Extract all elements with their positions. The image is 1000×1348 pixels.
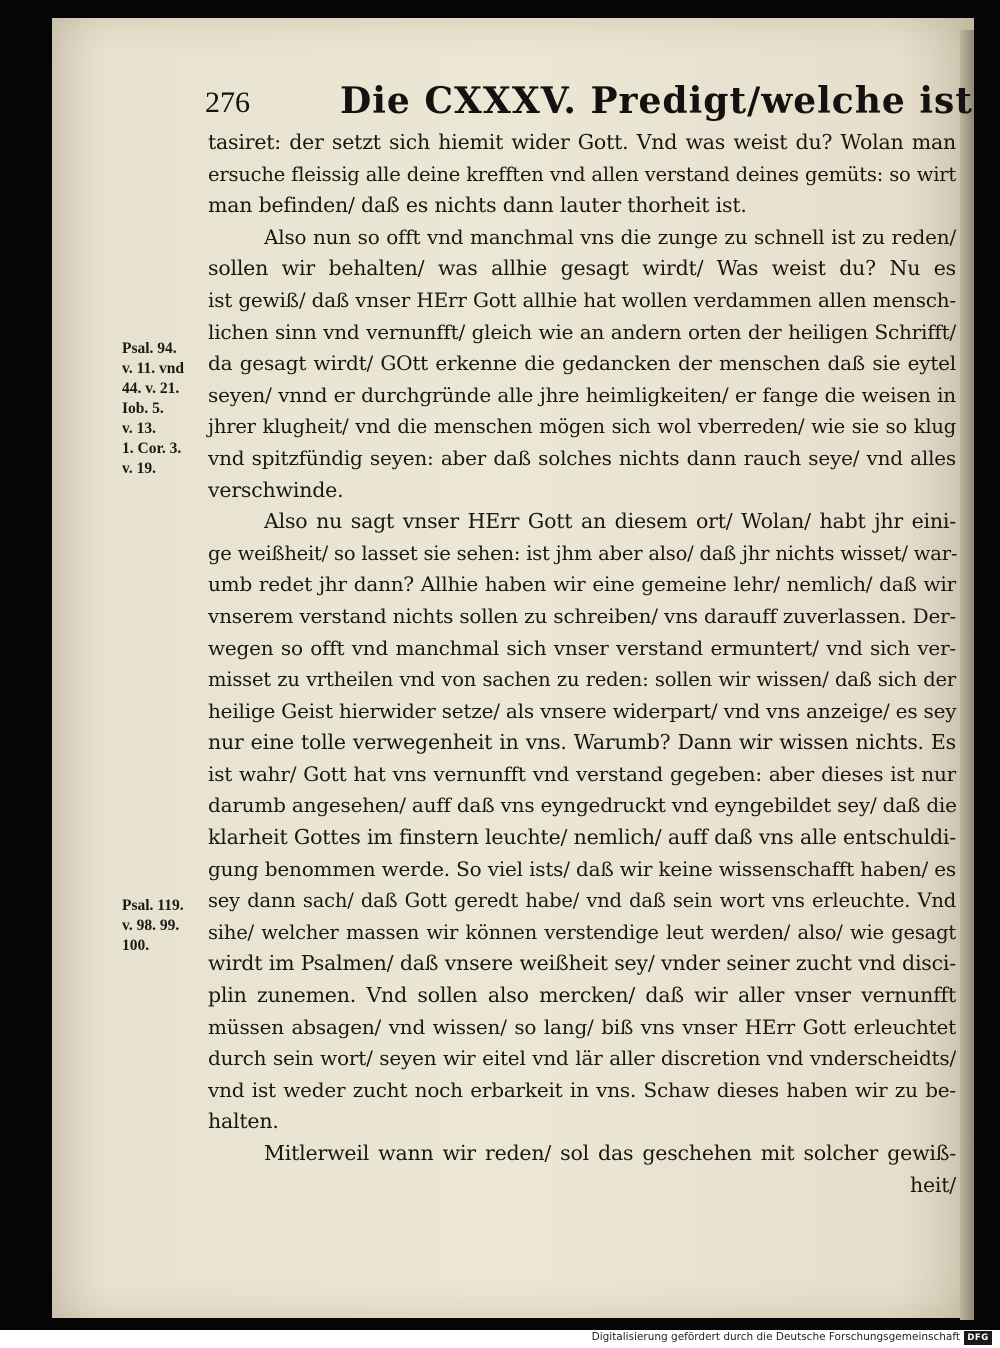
text-line: vnserem verstand nichts sollen zu schreiben/ vns darauff zuverlassen. Der-	[208, 603, 956, 628]
footer	[0, 1330, 1000, 1348]
text-line: Also nu sagt vnser HErr Gott an diesem ort/ Wolan/ habt jhr eini-	[264, 509, 956, 534]
text-line: halten.	[208, 1109, 279, 1134]
text-line: vnd ist weder zucht noch erbarkeit in vns. Schaw dieses haben wir zu be-	[208, 1077, 956, 1102]
text-line: lichen sinn vnd vernunfft/ gleich wie an andern orten der heiligen Schrifft/	[208, 319, 956, 344]
text-line: gung benommen werde. So viel ists/ daß wir keine wissenschafft haben/ es	[208, 856, 956, 881]
margin-note-line: 44. v. 21.	[122, 380, 180, 397]
page-edge	[960, 30, 974, 1320]
catchword: heit/	[909, 1172, 956, 1197]
dfg-logo-icon: DFG	[964, 1331, 992, 1345]
text-line: da gesagt wirdt/ GOtt erkenne die gedancken der menschen daß sie eytel	[208, 351, 956, 376]
text-line: ge weißheit/ so lasset sie sehen: ist jhm aber also/ daß jhr nichts wisset/ war-	[208, 541, 958, 565]
text-line: wirdt im Psalmen/ daß vnsere weißheit sey/ vnder seiner zucht vnd disci-	[208, 951, 956, 976]
page-header	[205, 80, 973, 128]
text-line: nur eine tolle verwegenheit in vns. Warumb? Dann wir wissen nichts. Es	[208, 730, 956, 755]
margin-note-1	[122, 339, 214, 479]
page-number: 276	[205, 86, 250, 119]
margin-note-line: Psal. 94.	[122, 340, 177, 357]
body-text	[208, 127, 956, 1201]
text-line: plin zunemen. Vnd sollen also mercken/ daß wir aller vnser vernunfft	[208, 983, 956, 1008]
text-line: darumb angesehen/ auff daß vns eyngedruckt vnd eyngebildet sey/ daß die	[208, 793, 957, 818]
text-line: seyen/ vnnd er durchgründe alle jhre heimligkeiten/ er fange die weisen in	[208, 382, 956, 407]
text-line: müssen absagen/ vnd wissen/ so lang/ biß vns vnser HErr Gott erleuchtet	[208, 1014, 956, 1039]
margin-note-line: v. 11. vnd	[122, 360, 185, 377]
text-line: ist wahr/ Gott hat vns vernunfft vnd verstand gegeben: aber dieses ist nur	[208, 761, 956, 786]
margin-note-line: v. 13.	[122, 420, 157, 437]
text-line: tasiret: der setzt sich hiemit wider Gott. Vnd was weist du? Wolan man	[208, 130, 956, 154]
text-line: wegen so offt vnd manchmal sich vnser verstand ermuntert/ vnd sich ver-	[208, 635, 956, 660]
text-line: umb redet jhr dann? Allhie haben wir eine gemeine lehr/ nemlich/ daß wir	[208, 572, 956, 597]
text-line: sihe/ welcher massen wir können verstendige leut werden/ also/ wie gesagt	[208, 920, 956, 944]
margin-note-line: 1. Cor. 3.	[122, 440, 182, 457]
text-line: vnd spitzfündig seyen: aber daß solches nichts dann rauch seye/ vnd alles	[208, 445, 956, 470]
text-line: durch sein wort/ seyen wir eitel vnd lär aller discretion vnd vnderscheidts/	[208, 1046, 956, 1071]
text-line: klarheit Gottes im finstern leuchte/ nemlich/ auff daß vns alle entschuldi-	[208, 825, 956, 850]
text-line: heilige Geist hierwider setze/ als vnsere widerpart/ vnd vns anzeige/ es sey	[208, 698, 957, 723]
text-line: verschwinde.	[208, 477, 344, 502]
text-line: ersuche fleissig alle deine krefften vnd allen verstand deines gemüts: so wirt	[208, 162, 956, 186]
text-line: sollen wir behalten/ was allhie gesagt wirdt/ Was weist du? Nu es	[208, 256, 956, 281]
text-line: ist gewiß/ daß vnser HErr Gott allhie hat wollen verdammen allen mensch-	[208, 287, 956, 312]
margin-note-line: Psal. 119.	[122, 897, 184, 914]
margin-note-line: v. 19.	[122, 460, 157, 477]
text-line: jhrer klugheit/ vnd die menschen mögen sich wol vberreden/ wie sie so klug	[208, 415, 956, 439]
margin-note-line: v. 98. 99.	[122, 917, 180, 934]
margin-note-line: Iob. 5.	[122, 400, 164, 417]
footer-credit: Digitalisierung gefördert durch die Deutsche Forschungsgemeinschaft	[591, 1331, 960, 1343]
margin-note-2	[122, 896, 214, 956]
running-title: Die CXXXV. Predigt/welche ist	[340, 80, 973, 122]
text-line: Also nun so offt vnd manchmal vns die zunge zu schnell ist zu reden/	[264, 224, 956, 249]
text-line: Mitlerweil wann wir reden/ sol das geschehen mit solcher gewiß-	[264, 1141, 956, 1165]
text-line: sey dann sach/ daß Gott geredt habe/ vnd daß sein wort vns erleuchte. Vnd	[208, 889, 956, 913]
text-line: man befinden/ daß es nichts dann lauter thorheit ist.	[208, 193, 747, 218]
text-line: misset zu vrtheilen vnd von sachen zu reden: sollen wir wissen/ daß sich der	[208, 668, 956, 692]
margin-note-line: 100.	[122, 937, 150, 954]
